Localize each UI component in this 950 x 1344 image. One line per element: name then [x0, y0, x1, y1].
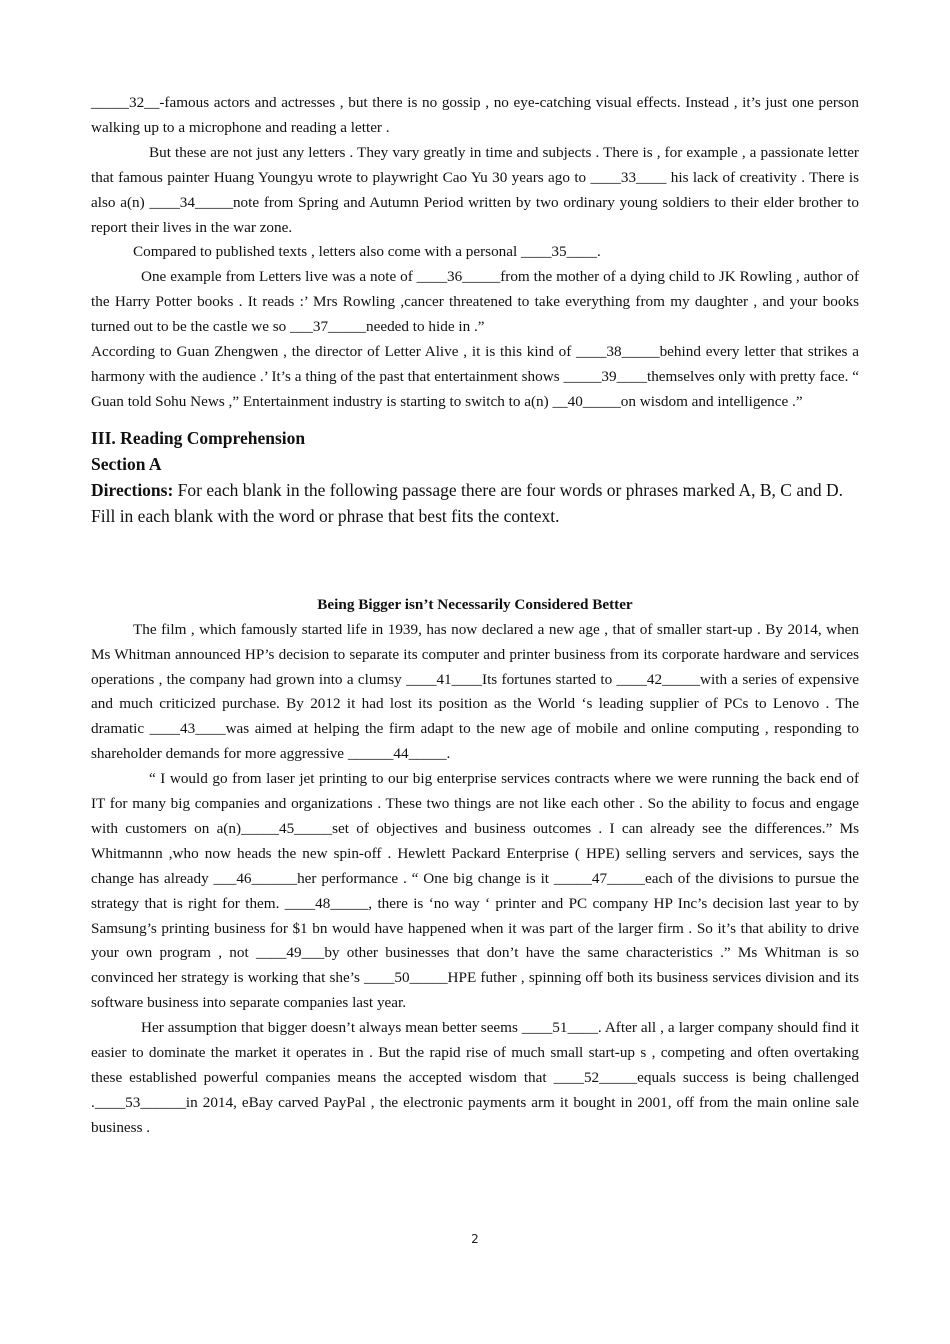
directions-text: For each blank in the following passage there are four words or phrases marked A, B, C and D. Fill in each blank with the word or phrase that best fits the context. — [91, 479, 843, 526]
paragraph-blank-35: Compared to published texts , letters also come with a personal ____35____. — [133, 243, 601, 261]
section-heading: III. Reading Comprehension — [91, 427, 306, 448]
section-subheading: Section A — [91, 453, 162, 474]
paragraph-blanks-38-40: According to Guan Zhengwen , the director of Letter Alive , it is this kind of ____38_____behind every letter that strikes a harmony with the audience .’ It’s a thing of the past that entertainment shows _____39____themselves only with pretty face. “ Guan told Sohu News ,” Entertainment industry is starting to switch to a(n) __40_____on wisdom and intelligence .” — [91, 343, 859, 410]
paragraph-blanks-33-34: But these are not just any letters . They vary greatly in time and subjects . There is , for example , a passionate letter that famous painter Huang Youngyu wrote to playwright Cao Yu 30 years ago to ____33____ his lack of creativity . There is also a(n) ____34_____note from Spring and Autumn Period written by two ordinary young soldiers to their elder brother to report their lives in the war zone. — [91, 143, 859, 236]
page-number: 2 — [471, 1232, 479, 1246]
paragraph-blanks-51-53: Her assumption that bigger doesn’t always mean better seems ____51____. After all , a larger company should find it easier to dominate the market it operates in . But the rapid rise of much small start-up s , competing and often overtaking these established powerful companies means the accepted wisdom that ____52_____equals success is being challenged .____53______in 2014, eBay carved PayPal , the electronic payments arm it bought in 2001, off from the main online sale business . — [91, 1019, 859, 1136]
passage-title: Being Bigger isn’t Necessarily Considered Better — [317, 595, 633, 613]
paragraph-blanks-36-37: One example from Letters live was a note of ____36_____from the mother of a dying child to JK Rowling , author of the Harry Potter books . It reads :’ Mrs Rowling ,cancer threatened to take everything from my daughter , and your books turned out to be the castle we so ___37_____needed to hide in .” — [91, 268, 859, 336]
paragraph-blanks-41-44: The film , which famously started life in 1939, has now declared a new age , that of smaller start-up . By 2014, when Ms Whitman announced HP’s decision to separate its computer and printer business from its corporate hardware and services operations , the company had grown into a clumsy ____41____Its fortunes started to ____42_____with a series of expensive and much criticized purchase. By 2012 it had lost its position as the World ‘s leading supplier of PCs to Lenovo . The dramatic ____43____was aimed at helping the firm adapt to the new age of mobile and online computing , responding to shareholder demands for more aggressive ______44_____. — [91, 620, 859, 763]
paragraph-blanks-45-50: “ I would go from laser jet printing to our big enterprise services contracts where we were running the back end of IT for many big companies and organizations . These two things are not like each other . So the ability to focus and engage with customers on a(n)_____45_____set of objectives and business outcomes . I can already see the differences.” Ms Whitmannn ,who now heads the new spin-off . Hewlett Packard Enterprise ( HPE) selling servers and services, says the change has already ___46______her performance . “ One big change is it _____47_____each of the divisions to pursue the strategy that is right for them. ____48_____, there is ‘no way ‘ printer and PC company HP Inc’s decision last year to by Samsung’s printing business for $1 bn would have happened when it was part of the larger firm . So it’s that ability to drive your own program , not ____49___by other businesses that don’t have the same characteristics .” Ms Whitman is so convinced her strategy is working that she’s ____50_____HPE futher , spinning off both its business services division and its software business into separate companies last year. — [91, 770, 859, 1012]
directions-label: Directions: — [91, 479, 174, 500]
document-page — [91, 91, 859, 1141]
paragraph-blank-32: _____32__-famous actors and actresses , but there is no gossip , no eye-catching visual effects. Instead , it’s just one person walking up to a microphone and reading a letter . — [91, 94, 859, 136]
directions — [91, 477, 859, 529]
